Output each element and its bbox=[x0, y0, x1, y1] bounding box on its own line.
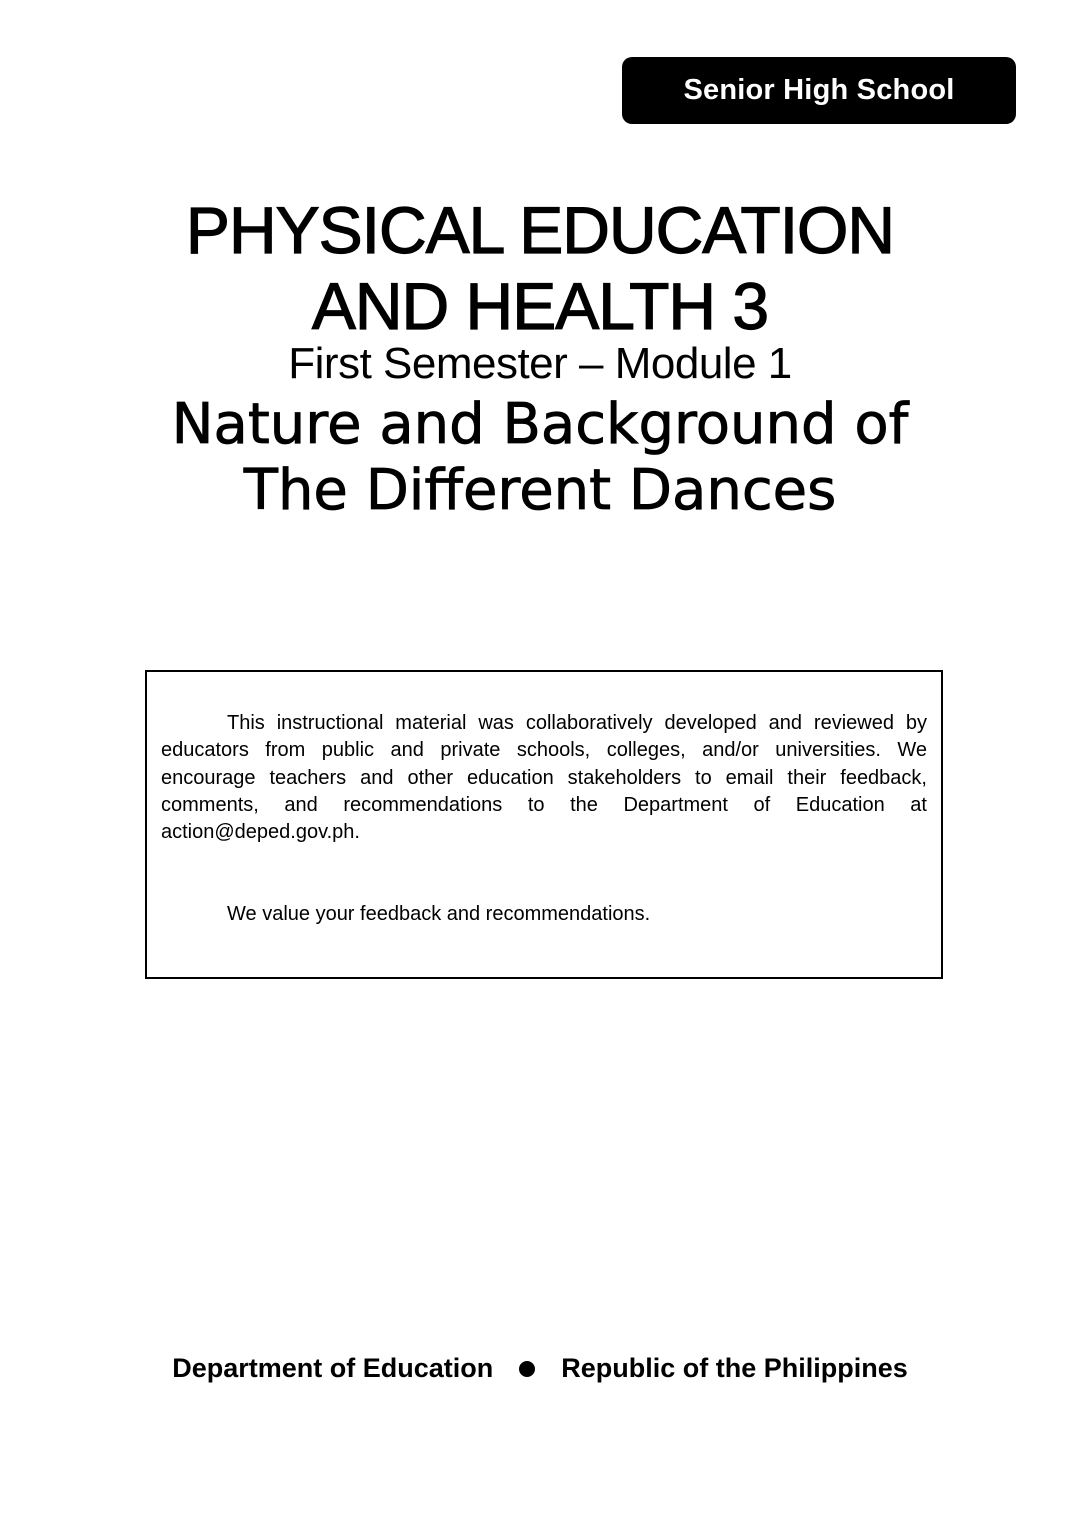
footer-department: Department of Education bbox=[172, 1353, 494, 1383]
level-badge-label: Senior High School bbox=[683, 74, 955, 106]
module-title-line1: Nature and Background of bbox=[171, 392, 909, 457]
semester-module-subtitle: First Semester – Module 1 bbox=[288, 339, 792, 388]
footer-republic: Republic of the Philippines bbox=[561, 1353, 908, 1383]
subject-title-line1: PHYSICAL EDUCATION bbox=[185, 193, 895, 267]
feedback-notice-box bbox=[145, 670, 943, 979]
module-title-line2: The Different Dances bbox=[243, 458, 837, 523]
publisher-footer bbox=[0, 1353, 1080, 1384]
notice-paragraph-feedback: We value your feedback and recommendations. bbox=[227, 903, 651, 925]
module-title bbox=[0, 392, 1080, 524]
notice-paragraph-development: This instructional material was collaboratively developed and reviewed by educators from public and private schools, colleges, and/or universities. We encourage teachers and other education stakeholders to email their feedback, comments, and recommendations to the Department of Education at action@deped.gov.ph. bbox=[161, 712, 927, 844]
subject-title-line2: AND HEALTH 3 bbox=[311, 269, 769, 343]
subject-title bbox=[0, 192, 1080, 344]
level-badge bbox=[622, 57, 1016, 124]
bullet-icon bbox=[519, 1361, 535, 1377]
